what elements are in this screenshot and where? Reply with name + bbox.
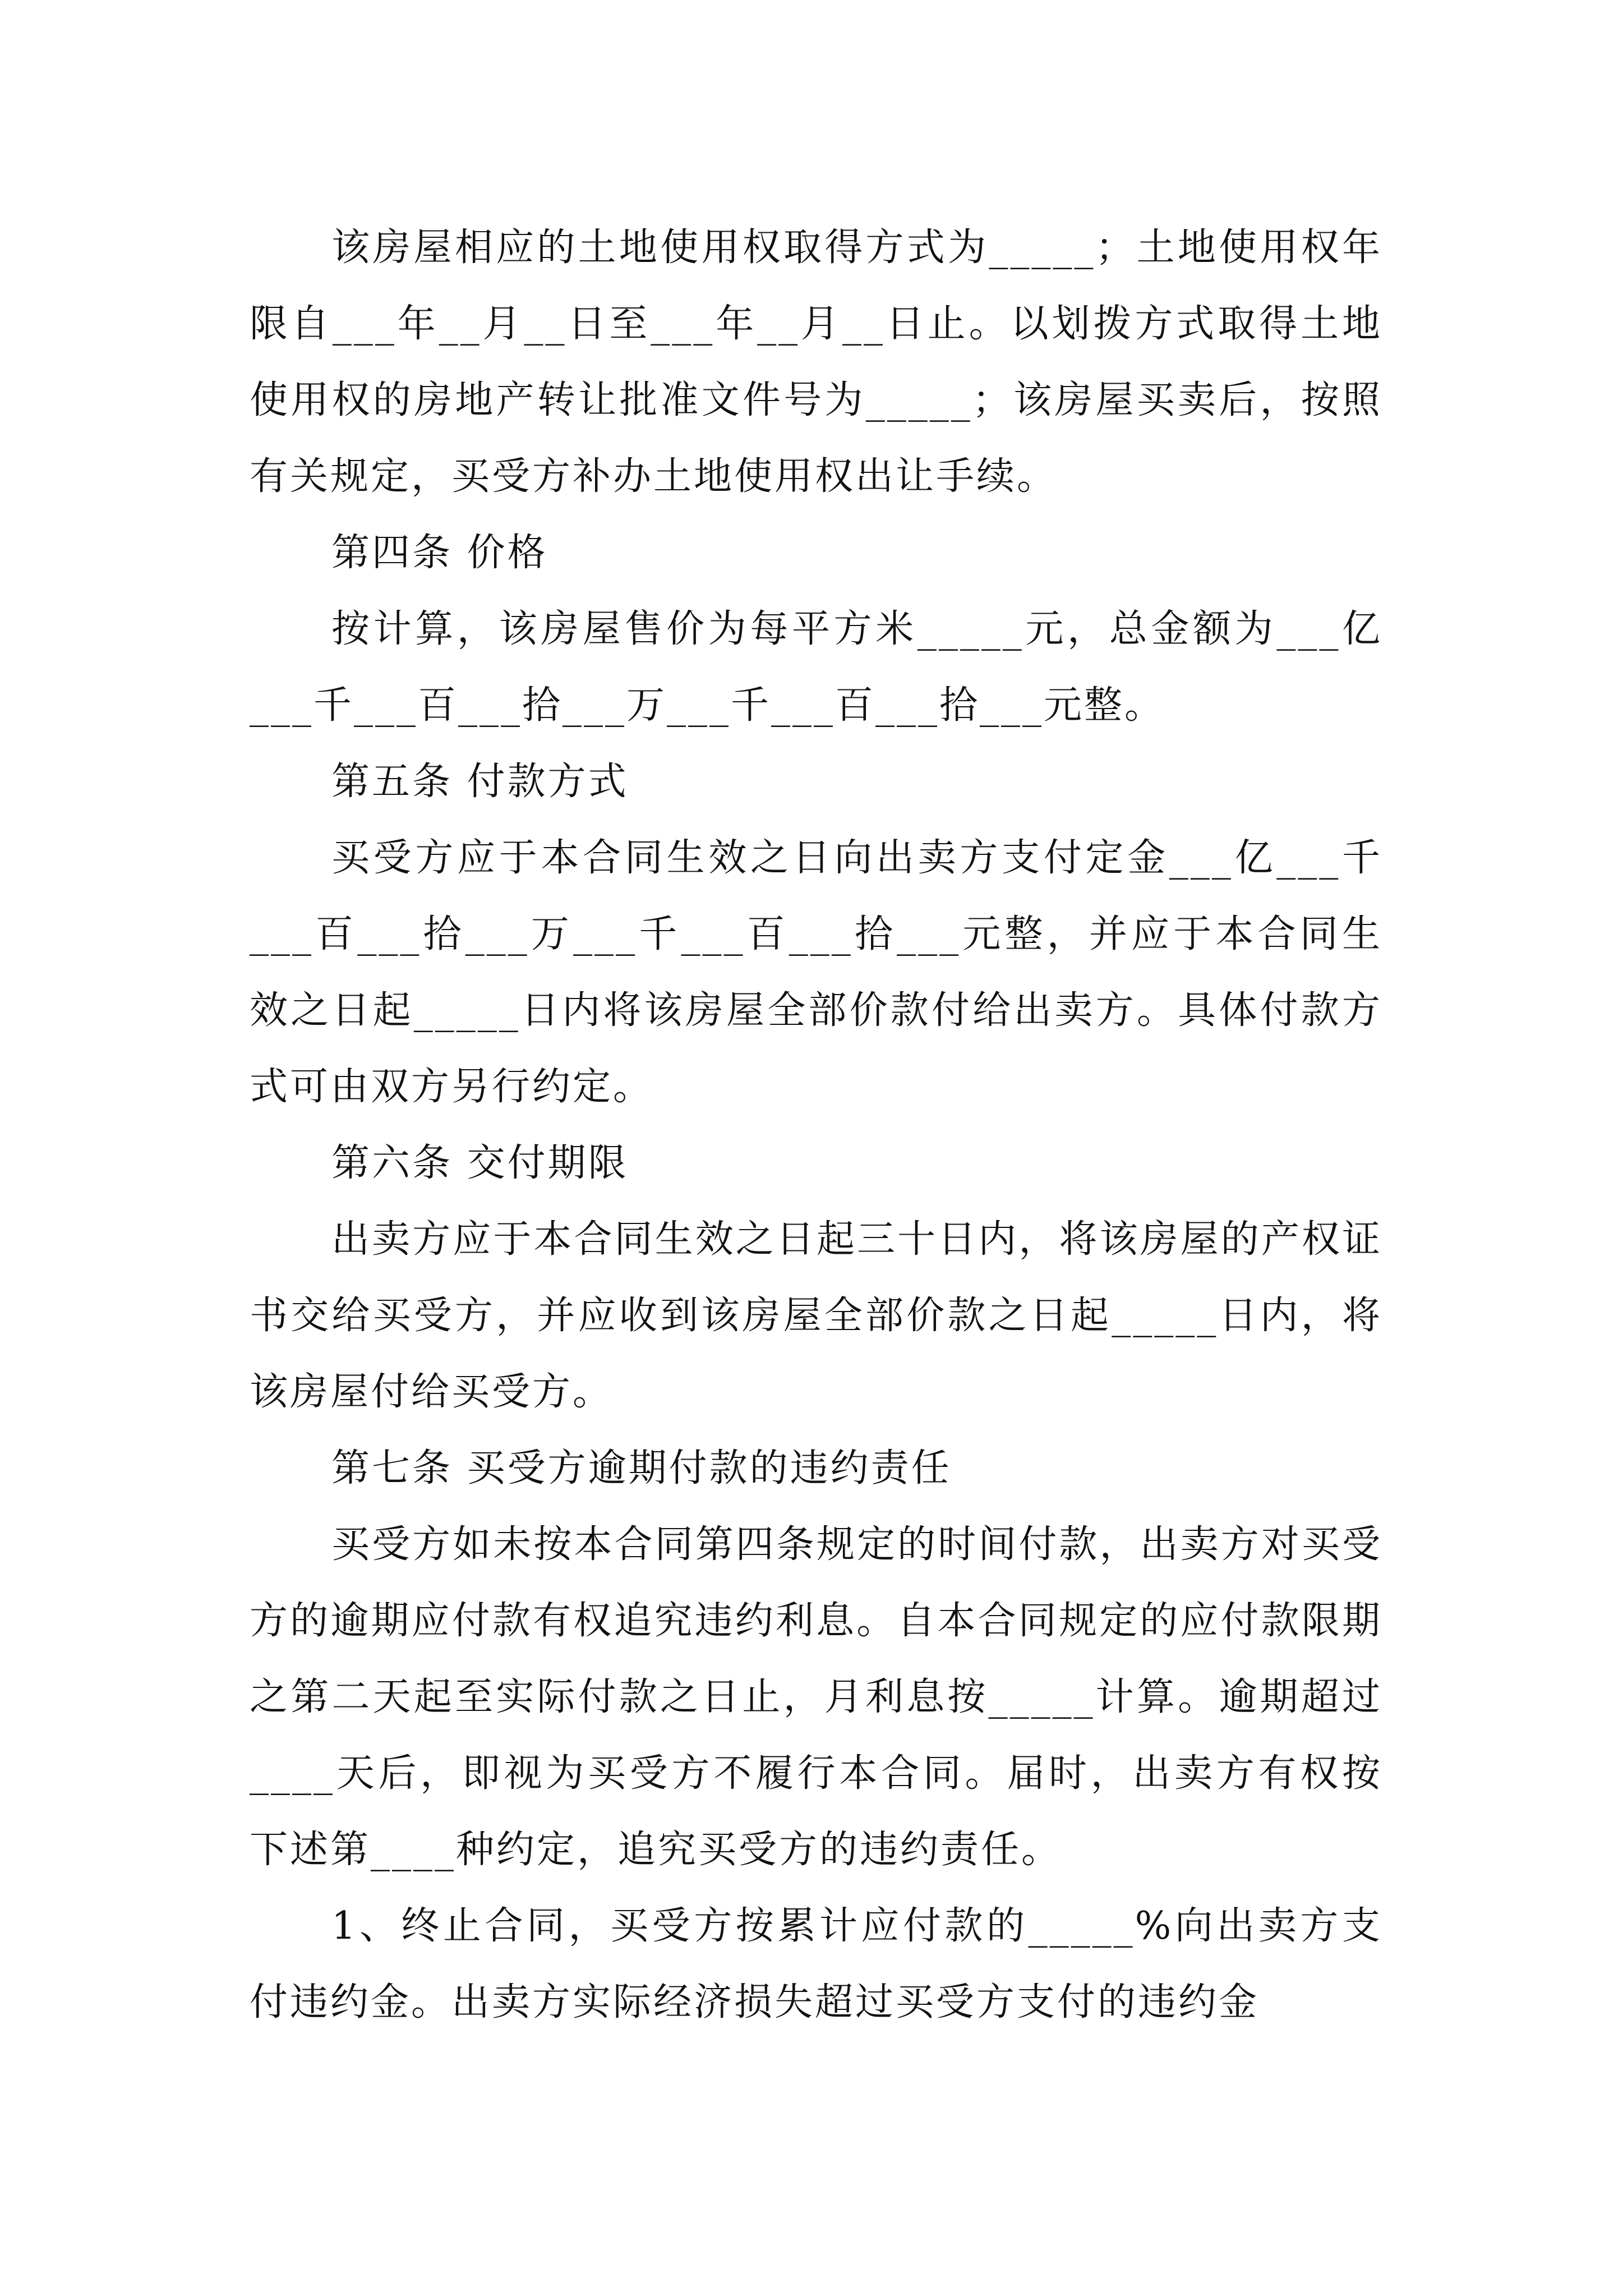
heading-article-5-payment: 第五条 付款方式 xyxy=(331,760,629,804)
heading-article-4-price: 第四条 价格 xyxy=(331,531,548,575)
paragraph-price: 按计算，该房屋售价为每平方米_____元，总金额为___亿___千___百___拾___万___千___百___拾___元整。 xyxy=(250,607,1382,728)
heading-article-6-delivery: 第六条 交付期限 xyxy=(331,1141,629,1185)
paragraph-late-payment: 买受方如未按本合同第四条规定的时间付款，出卖方对买受方的逾期应付款有权追究违约利息。自本合同规定的应付款限期之第二天起至实际付款之日止，月利息按_____计算。逾期超过____天后，即视为买受方不履行本合同。届时，出卖方有权按下述第____种约定，追究买受方的违约责任。 xyxy=(250,1522,1382,1872)
paragraph-land-use-right: 该房屋相应的土地使用权取得方式为_____；土地使用权年限自___年__月__日至___年__月__日止。以划拨方式取得土地使用权的房地产转让批准文件号为_____；该房屋买卖后，按照有关规定，买受方补办土地使用权出让手续。 xyxy=(250,226,1382,499)
paragraph-delivery: 出卖方应于本合同生效之日起三十日内，将该房屋的产权证书交给买受方，并应收到该房屋全部价款之日起_____日内，将该房屋付给买受方。 xyxy=(250,1217,1382,1414)
heading-article-7-late-payment: 第七条 买受方逾期付款的违约责任 xyxy=(331,1446,952,1490)
paragraph-payment: 买受方应于本合同生效之日向出卖方支付定金___亿___千___百___拾___万___千___百___拾___元整，并应于本合同生效之日起_____日内将该房屋全部价款付给出卖方。具体付款方式可由双方另行约定。 xyxy=(250,836,1382,1109)
document-page xyxy=(250,210,1382,2041)
paragraph-termination: 1、终止合同，买受方按累计应付款的_____%向出卖方支付违约金。出卖方实际经济损失超过买受方支付的违约金 xyxy=(250,1904,1382,2024)
